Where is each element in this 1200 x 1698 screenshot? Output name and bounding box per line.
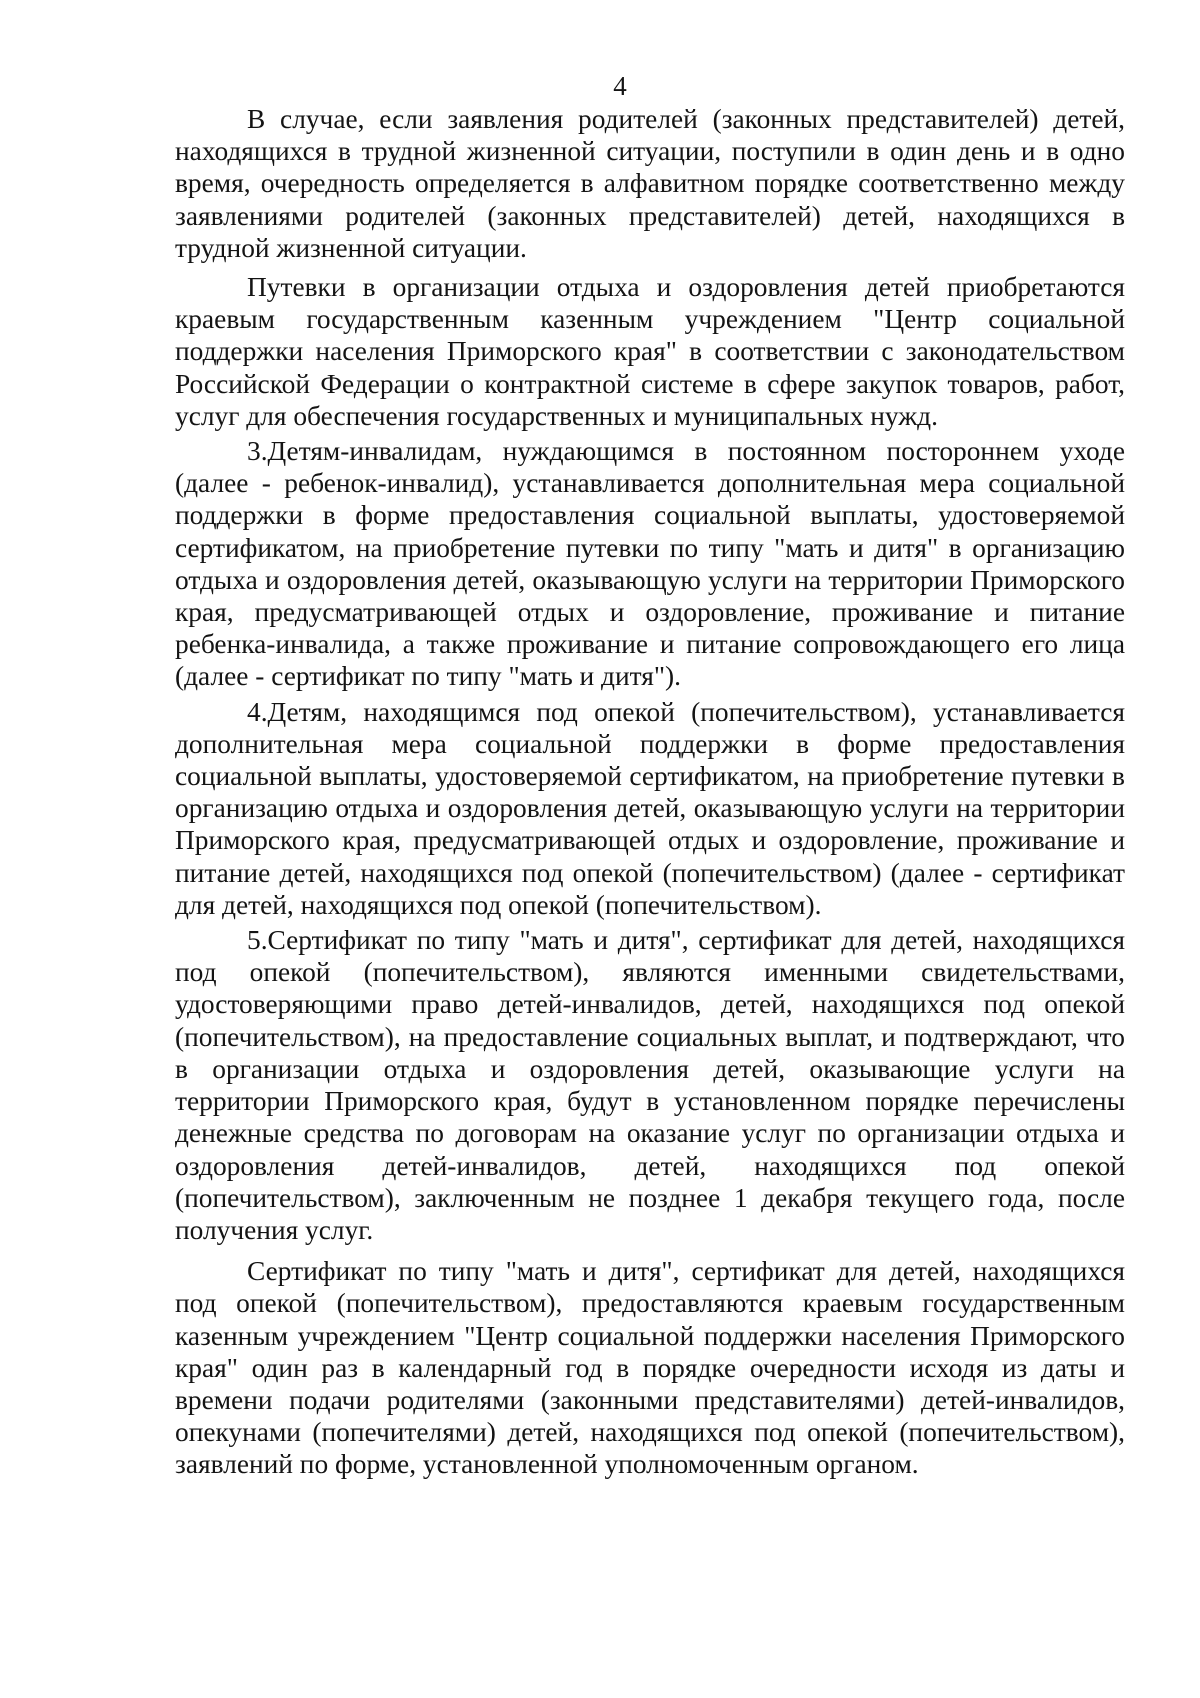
- paragraph: 3.Детям-инвалидам, нуждающимся в постоянном постороннем уходе (далее - ребенок-инвалид), устанавливается дополнительная мера социальной поддержки в форме предоставления социальной выплаты, удостоверяемой сертификатом, на приобретение путевки по типу "мать и дитя" в организацию отдыха и оздоровления детей, оказывающую услуги на территории Приморского края, предусматривающей отдых и оздоровление, проживание и питание ребенка-инвалида, а также проживание и питание сопровождающего его лица (далее - сертификат по типу "мать и дитя").: [175, 436, 1125, 692]
- paragraph: 4.Детям, находящимся под опекой (попечительством), устанавливается дополнительная мера социальной поддержки в форме предоставления социальной выплаты, удостоверяемой сертификатом, на приобретение путевки в организацию отдыха и оздоровления детей, оказывающую услуги на территории Приморского края, предусматривающей отдых и оздоровление, проживание и питание детей, находящихся под опекой (попечительством) (далее - сертификат для детей, находящихся под опекой (попечительством).: [175, 696, 1125, 920]
- paragraph: Сертификат по типу "мать и дитя", сертификат для детей, находящихся под опекой (попечительством), предоставляются краевым государственным казенным учреждением "Центр социальной поддержки населения Приморского края" один раз в календарный год в порядке очередности исходя из даты и времени подачи родителями (законными представителями) детей-инвалидов, опекунами (попечителями) детей, находящихся под опекой (попечительством), заявлений по форме, установленной уполномоченным органом.: [175, 1256, 1125, 1480]
- page-number: 4: [613, 71, 627, 101]
- paragraph: 5.Сертификат по типу "мать и дитя", сертификат для детей, находящихся под опекой (попечительством), являются именными свидетельствами, удостоверяющими право детей-инвалидов, детей, находящихся под опекой (попечительством), на предоставление социальных выплат, и подтверждают, что в организации отдыха и оздоровления детей, оказывающие услуги на территории Приморского края, будут в установленном порядке перечислены денежные средства по договорам на оказание услуг по организации отдыха и оздоровления детей-инвалидов, детей, находящихся под опекой (попечительством), заключенным не позднее 1 декабря текущего года, после получения услуг.: [175, 925, 1125, 1245]
- document-body: [175, 103, 1125, 1484]
- paragraph: В случае, если заявления родителей (законных представителей) детей, находящихся в трудной жизненной ситуации, поступили в один день и в одно время, очередность определяется в алфавитном порядке соответственно между заявлениями родителей (законных представителей) детей, находящихся в трудной жизненной ситуации.: [175, 104, 1125, 263]
- paragraph: Путевки в организации отдыха и оздоровления детей приобретаются краевым государственным казенным учреждением "Центр социальной поддержки населения Приморского края" в соответствии с законодательством Российской Федерации о контрактной системе в сфере закупок товаров, работ, услуг для обеспечения государственных и муниципальных нужд.: [175, 272, 1125, 431]
